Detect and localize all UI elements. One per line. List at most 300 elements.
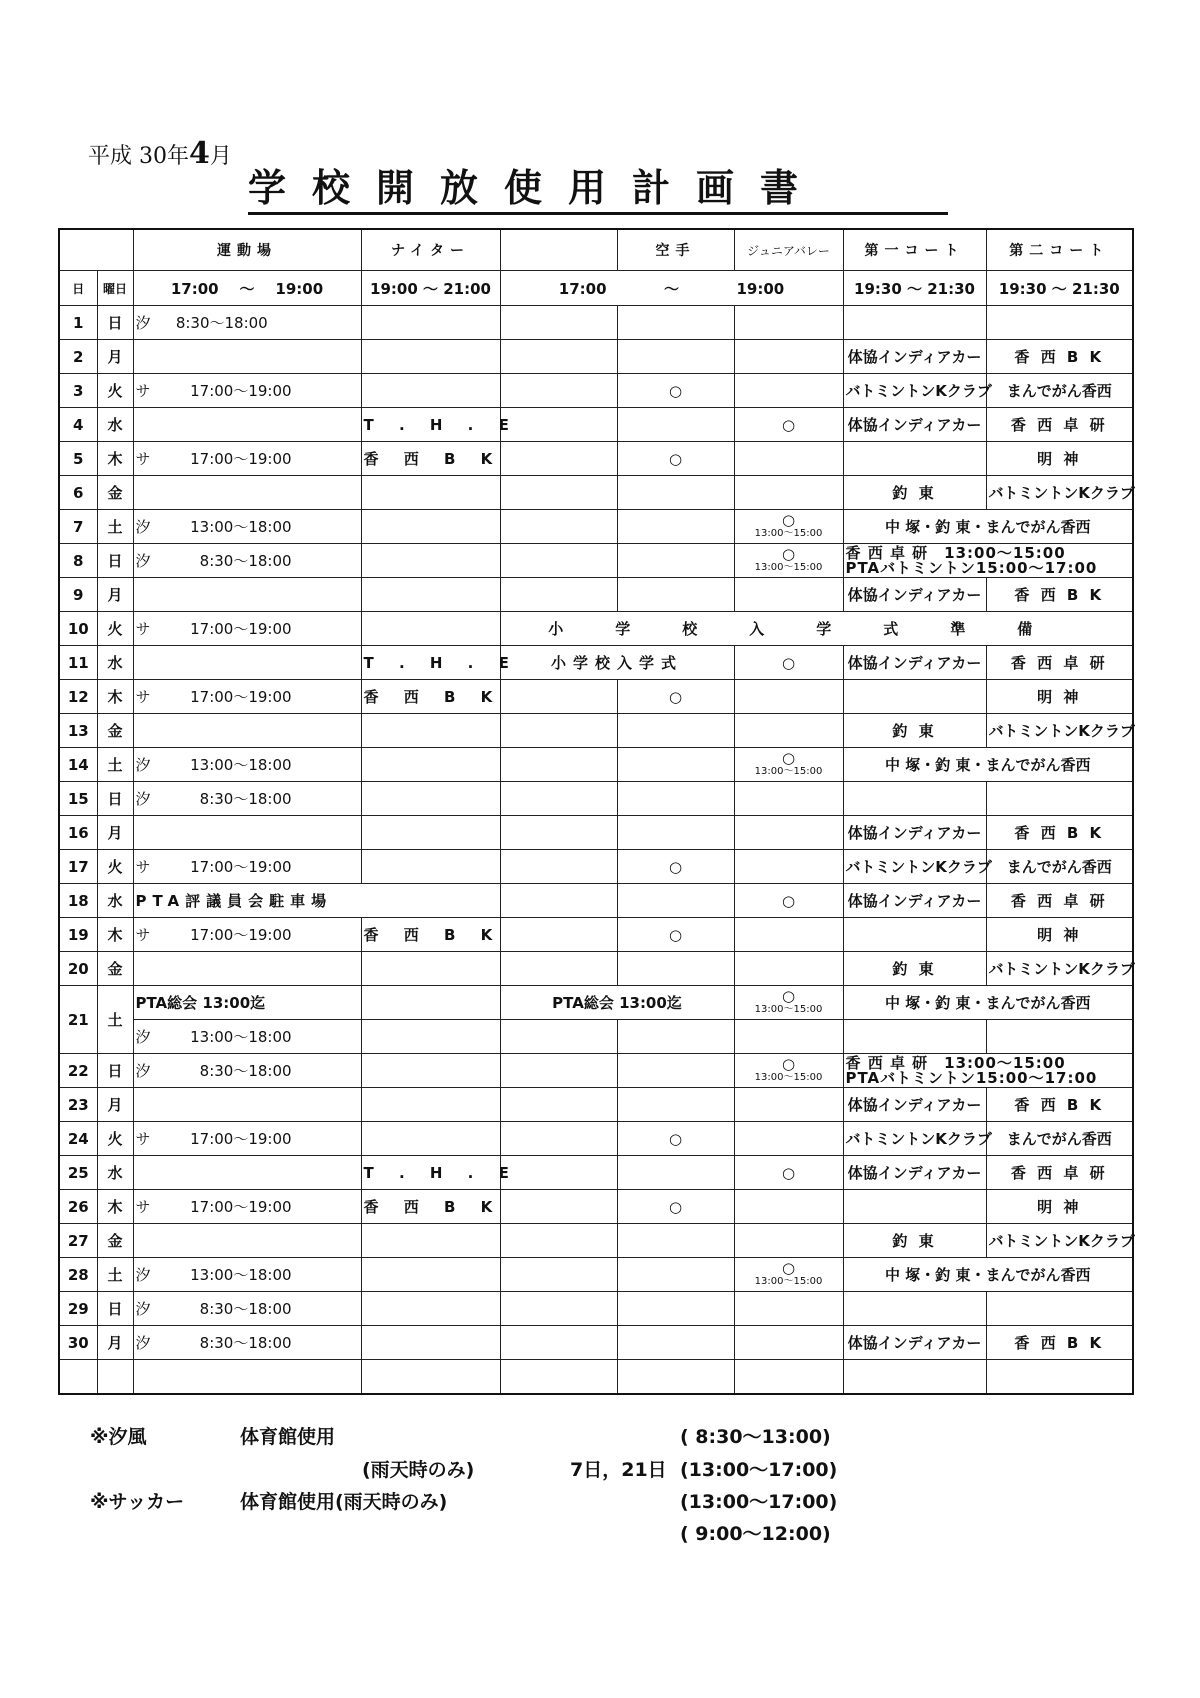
ground-cell bbox=[133, 918, 361, 952]
karate-cell bbox=[617, 1224, 734, 1258]
junior-cell: ○ bbox=[734, 646, 843, 680]
ground-cell bbox=[133, 612, 361, 646]
blank-cell bbox=[500, 1088, 617, 1122]
blank-cell bbox=[500, 850, 617, 884]
court1-cell: バトミントンKクラブ bbox=[843, 374, 986, 408]
junior-cell bbox=[734, 476, 843, 510]
court1-cell: 釣 東 bbox=[843, 476, 986, 510]
nighter-cell bbox=[361, 1360, 500, 1395]
ground-user: 汐 bbox=[135, 1334, 151, 1352]
weekday-cell: 土 bbox=[97, 510, 133, 544]
ground-cell bbox=[133, 850, 361, 884]
ground-to: 19:00 bbox=[275, 279, 324, 298]
ground-cell bbox=[133, 646, 361, 680]
ground-user: サ bbox=[135, 1198, 151, 1216]
day-cell: 11 bbox=[59, 646, 97, 680]
ground-cell bbox=[133, 408, 361, 442]
junior-cell bbox=[734, 918, 843, 952]
table-row bbox=[59, 1020, 1133, 1054]
junior-time: 13:00～15:00 bbox=[754, 765, 823, 777]
document-title: 学校開放使用計画書 bbox=[248, 166, 948, 215]
courts-cell: 中 塚・釣 東・まんでがん香西 bbox=[843, 1258, 1133, 1292]
col-junior-volley: ジュニアバレー bbox=[734, 229, 843, 271]
day-cell: 25 bbox=[59, 1156, 97, 1190]
blank-cell bbox=[500, 1054, 617, 1088]
day-cell: 28 bbox=[59, 1258, 97, 1292]
nighter-cell: 香 西 B K bbox=[361, 442, 500, 476]
ground-cell bbox=[133, 578, 361, 612]
day-cell: 2 bbox=[59, 340, 97, 374]
weekday-cell: 火 bbox=[97, 612, 133, 646]
col-nighter: ナイター bbox=[361, 229, 500, 271]
karate-cell bbox=[617, 340, 734, 374]
blank-cell bbox=[500, 340, 617, 374]
junior-cell bbox=[734, 952, 843, 986]
col-day: 日 bbox=[59, 271, 97, 306]
table-row bbox=[59, 578, 1133, 612]
day-cell: 8 bbox=[59, 544, 97, 578]
ground-cell bbox=[133, 952, 361, 986]
note-shiokaze-text: 体育館使用 bbox=[240, 1426, 336, 1448]
court1-cell bbox=[843, 306, 986, 340]
courts-line-2: PTAバトミントン15:00～17:00 bbox=[845, 558, 1098, 577]
junior-cell bbox=[734, 1292, 843, 1326]
court1-cell: 釣 東 bbox=[843, 952, 986, 986]
table-row bbox=[59, 646, 1133, 680]
court2-cell: 明 神 bbox=[986, 680, 1133, 714]
karate-cell bbox=[617, 1156, 734, 1190]
ground-cell bbox=[133, 1054, 361, 1088]
nighter-cell bbox=[361, 1258, 500, 1292]
nighter-cell bbox=[361, 850, 500, 884]
weekday-cell: 木 bbox=[97, 680, 133, 714]
junior-cell bbox=[734, 748, 843, 782]
court1-cell: 体協インディアカー bbox=[843, 408, 986, 442]
table-row bbox=[59, 408, 1133, 442]
junior-cell bbox=[734, 1054, 843, 1088]
ground-user: サ bbox=[135, 620, 151, 638]
blank-cell bbox=[500, 782, 617, 816]
junior-cell bbox=[734, 680, 843, 714]
day-cell: 21 bbox=[59, 986, 97, 1054]
ground-time: 8:30～18:00 bbox=[199, 1062, 292, 1080]
court1-cell bbox=[843, 1190, 986, 1224]
court2-cell bbox=[986, 1292, 1133, 1326]
ground-time: 8:30～18:00 bbox=[199, 790, 292, 808]
weekday-cell: 日 bbox=[97, 306, 133, 340]
junior-cell bbox=[734, 1258, 843, 1292]
junior-mark: ○ bbox=[781, 510, 796, 529]
court1-cell: 体協インディアカー bbox=[843, 646, 986, 680]
junior-cell bbox=[734, 986, 843, 1020]
day-cell: 7 bbox=[59, 510, 97, 544]
col-ground: 運動場 bbox=[133, 229, 361, 271]
court2-cell: 明 神 bbox=[986, 442, 1133, 476]
ground-cell bbox=[133, 1190, 361, 1224]
blank-cell bbox=[500, 1326, 617, 1360]
court2-cell: 香 西 卓 研 bbox=[986, 646, 1133, 680]
court1-cell: バトミントンKクラブ bbox=[843, 850, 986, 884]
note-soccer-time-2: ( 9:00～12:00) bbox=[680, 1523, 831, 1545]
day-cell: 30 bbox=[59, 1326, 97, 1360]
ground-time: 8:30～18:00 bbox=[175, 314, 268, 332]
schedule-table bbox=[58, 228, 1134, 1395]
blank-cell bbox=[500, 1020, 617, 1054]
ground-time: 17:00～19:00 bbox=[190, 450, 292, 468]
court2-cell: 香 西 卓 研 bbox=[986, 408, 1133, 442]
blank-cell bbox=[500, 510, 617, 544]
ground-cell bbox=[133, 1088, 361, 1122]
day-cell: 13 bbox=[59, 714, 97, 748]
junior-cell bbox=[734, 306, 843, 340]
weekday-cell: 月 bbox=[97, 1088, 133, 1122]
blank-cell bbox=[500, 1360, 617, 1395]
weekday-cell: 水 bbox=[97, 884, 133, 918]
ground-cell bbox=[133, 510, 361, 544]
nighter-cell: T . H . E bbox=[361, 1156, 500, 1190]
weekday-cell: 土 bbox=[97, 1258, 133, 1292]
day-cell: 15 bbox=[59, 782, 97, 816]
weekday-cell: 土 bbox=[97, 748, 133, 782]
ground-time: 17:00～19:00 bbox=[190, 382, 292, 400]
ground-cell bbox=[133, 680, 361, 714]
court1-cell bbox=[843, 782, 986, 816]
blank-cell bbox=[500, 918, 617, 952]
ground-user: サ bbox=[135, 450, 151, 468]
junior-cell bbox=[734, 442, 843, 476]
weekday-cell: 水 bbox=[97, 408, 133, 442]
note-rain-only: (雨天時のみ) bbox=[362, 1459, 475, 1481]
courts-cell bbox=[843, 1054, 1133, 1088]
ground-time: 8:30～18:00 bbox=[199, 1300, 292, 1318]
table-row bbox=[59, 680, 1133, 714]
court1-cell bbox=[843, 680, 986, 714]
court2-cell: 香 西 卓 研 bbox=[986, 884, 1133, 918]
junior-cell bbox=[734, 578, 843, 612]
nighter-cell bbox=[361, 952, 500, 986]
karate-cell: ○ bbox=[617, 918, 734, 952]
ground-user: 汐 bbox=[135, 552, 151, 570]
nighter-cell bbox=[361, 510, 500, 544]
table-row bbox=[59, 476, 1133, 510]
blank-cell bbox=[500, 816, 617, 850]
karate-cell bbox=[617, 884, 734, 918]
day-cell: 24 bbox=[59, 1122, 97, 1156]
day-cell: 26 bbox=[59, 1190, 97, 1224]
junior-cell bbox=[734, 1360, 843, 1395]
ground-time: 17:00～19:00 bbox=[190, 620, 292, 638]
karate-cell: ○ bbox=[617, 1190, 734, 1224]
nighter-cell bbox=[361, 578, 500, 612]
ground-cell bbox=[133, 340, 361, 374]
junior-cell bbox=[734, 1190, 843, 1224]
karate-cell bbox=[617, 1054, 734, 1088]
note-shiokaze-label: ※汐風 bbox=[90, 1426, 147, 1448]
weekday-cell: 金 bbox=[97, 714, 133, 748]
weekday-cell: 金 bbox=[97, 476, 133, 510]
junior-cell: ○ bbox=[734, 408, 843, 442]
courts-cell: 中 塚・釣 東・まんでがん香西 bbox=[843, 986, 1133, 1020]
junior-mark: ○ bbox=[781, 986, 796, 1005]
nighter-cell bbox=[361, 782, 500, 816]
table-row bbox=[59, 510, 1133, 544]
weekday-cell: 日 bbox=[97, 1054, 133, 1088]
nighter-cell: T . H . E bbox=[361, 408, 500, 442]
table-row bbox=[59, 1190, 1133, 1224]
ground-time: 13:00～18:00 bbox=[190, 1028, 292, 1046]
nighter-cell bbox=[361, 748, 500, 782]
court2-cell: バトミントンKクラブ bbox=[986, 714, 1133, 748]
nighter-cell bbox=[361, 306, 500, 340]
karate-cell: ○ bbox=[617, 374, 734, 408]
blank-cell bbox=[500, 748, 617, 782]
junior-time: 13:00～15:00 bbox=[754, 1275, 823, 1287]
nighter-cell bbox=[361, 1292, 500, 1326]
weekday-cell: 水 bbox=[97, 646, 133, 680]
era-year: 平成 30年 bbox=[88, 144, 189, 169]
junior-cell bbox=[734, 816, 843, 850]
weekday-cell: 日 bbox=[97, 1292, 133, 1326]
weekday-cell: 火 bbox=[97, 1122, 133, 1156]
blank-cell bbox=[500, 714, 617, 748]
court1-hours: 19:30 ～ 21:30 bbox=[843, 271, 986, 306]
table-row bbox=[59, 1326, 1133, 1360]
nighter-cell: 香 西 B K bbox=[361, 1190, 500, 1224]
ground-time: 8:30～18:00 bbox=[199, 1334, 292, 1352]
blank-cell bbox=[500, 1190, 617, 1224]
courts-line-1: 香 西 卓 研 13:00～15:00 bbox=[845, 543, 1066, 562]
day-cell: 1 bbox=[59, 306, 97, 340]
blank-cell bbox=[500, 1122, 617, 1156]
col-court-1: 第一コート bbox=[843, 229, 986, 271]
junior-cell bbox=[734, 1224, 843, 1258]
court2-cell: まんでがん香西 bbox=[986, 1122, 1133, 1156]
junior-cell bbox=[734, 1020, 843, 1054]
ground-cell bbox=[133, 782, 361, 816]
ground-cell bbox=[133, 1156, 361, 1190]
junior-time: 13:00～15:00 bbox=[754, 1003, 823, 1015]
note-days: 7日，21日 bbox=[570, 1459, 667, 1481]
karate-from: 17:00 bbox=[558, 279, 607, 298]
junior-cell bbox=[734, 340, 843, 374]
karate-sep: ～ bbox=[663, 279, 679, 298]
note-soccer-time: (13:00～17:00) bbox=[680, 1491, 838, 1513]
court2-cell: 香 西 B K bbox=[986, 578, 1133, 612]
blank-cell bbox=[500, 578, 617, 612]
karate-cell bbox=[617, 748, 734, 782]
nighter-hours: 19:00 ～ 21:00 bbox=[361, 271, 500, 306]
nighter-cell bbox=[361, 612, 500, 646]
junior-time: 13:00～15:00 bbox=[754, 527, 823, 539]
karate-cell: ○ bbox=[617, 680, 734, 714]
ground-user: 汐 bbox=[135, 1062, 151, 1080]
nighter-cell: 香 西 B K bbox=[361, 918, 500, 952]
karate-cell bbox=[617, 510, 734, 544]
blank-cell bbox=[500, 374, 617, 408]
day-cell: 18 bbox=[59, 884, 97, 918]
nighter-cell: 香 西 B K bbox=[361, 680, 500, 714]
col-blank bbox=[500, 229, 617, 271]
junior-time: 13:00～15:00 bbox=[754, 561, 823, 573]
day-cell: 14 bbox=[59, 748, 97, 782]
court1-cell: 体協インディアカー bbox=[843, 884, 986, 918]
court1-cell: 体協インディアカー bbox=[843, 340, 986, 374]
ground-time: 17:00～19:00 bbox=[190, 1130, 292, 1148]
note-shiokaze-time: ( 8:30～13:00) bbox=[680, 1426, 831, 1448]
junior-cell bbox=[734, 1122, 843, 1156]
junior-mark: ○ bbox=[781, 748, 796, 767]
karate-cell bbox=[617, 714, 734, 748]
court2-cell: 香 西 B K bbox=[986, 816, 1133, 850]
junior-cell bbox=[734, 510, 843, 544]
event-span: 小学校入学式 bbox=[500, 646, 734, 680]
court1-cell: 釣 東 bbox=[843, 1224, 986, 1258]
table-row bbox=[59, 1292, 1133, 1326]
karate-cell bbox=[617, 816, 734, 850]
day-cell: 9 bbox=[59, 578, 97, 612]
courts-cell bbox=[843, 544, 1133, 578]
junior-mark: ○ bbox=[781, 1258, 796, 1277]
month-suffix: 月 bbox=[209, 144, 232, 169]
plan-period bbox=[88, 136, 232, 171]
table-row bbox=[59, 306, 1133, 340]
nighter-cell bbox=[361, 986, 500, 1020]
karate-to: 19:00 bbox=[736, 279, 785, 298]
courts-line-1: 香 西 卓 研 13:00～15:00 bbox=[845, 1053, 1066, 1072]
blank-cell bbox=[500, 952, 617, 986]
nighter-cell bbox=[361, 1088, 500, 1122]
court2-cell: バトミントンKクラブ bbox=[986, 952, 1133, 986]
day-cell: 4 bbox=[59, 408, 97, 442]
court2-cell bbox=[986, 782, 1133, 816]
day-cell: 17 bbox=[59, 850, 97, 884]
nighter-cell bbox=[361, 374, 500, 408]
weekday-cell: 金 bbox=[97, 952, 133, 986]
karate-cell bbox=[617, 1020, 734, 1054]
ground-cell bbox=[133, 1224, 361, 1258]
court2-cell: バトミントンKクラブ bbox=[986, 476, 1133, 510]
nighter-cell bbox=[361, 340, 500, 374]
table-row bbox=[59, 748, 1133, 782]
ground-cell bbox=[133, 1020, 361, 1054]
table-row bbox=[59, 952, 1133, 986]
nighter-cell: T . H . E bbox=[361, 646, 500, 680]
ground-time: 13:00～18:00 bbox=[190, 756, 292, 774]
karate-cell bbox=[617, 306, 734, 340]
weekday-cell: 金 bbox=[97, 1224, 133, 1258]
ground-cell bbox=[133, 476, 361, 510]
table-row bbox=[59, 1054, 1133, 1088]
karate-cell bbox=[617, 1292, 734, 1326]
table-row bbox=[59, 884, 1133, 918]
court2-cell bbox=[986, 1360, 1133, 1395]
blank-cell bbox=[500, 1258, 617, 1292]
table-row bbox=[59, 850, 1133, 884]
day-cell: 27 bbox=[59, 1224, 97, 1258]
table-row bbox=[59, 782, 1133, 816]
court2-cell: 明 神 bbox=[986, 1190, 1133, 1224]
karate-cell bbox=[617, 544, 734, 578]
table-row bbox=[59, 714, 1133, 748]
weekday-cell: 木 bbox=[97, 442, 133, 476]
ground-user: 汐 bbox=[135, 790, 151, 808]
junior-mark: ○ bbox=[781, 544, 796, 563]
junior-cell bbox=[734, 1088, 843, 1122]
blank-cell bbox=[500, 680, 617, 714]
ground-user: 汐 bbox=[135, 1266, 151, 1284]
court1-cell: バトミントンKクラブ bbox=[843, 1122, 986, 1156]
weekday-cell: 日 bbox=[97, 782, 133, 816]
day-cell: 22 bbox=[59, 1054, 97, 1088]
junior-mark: ○ bbox=[781, 1054, 796, 1073]
note-days-time: (13:00～17:00) bbox=[680, 1459, 838, 1481]
karate-cell: ○ bbox=[617, 1122, 734, 1156]
ground-user: 汐 bbox=[135, 1300, 151, 1318]
table-row bbox=[59, 986, 1133, 1020]
day-cell: 16 bbox=[59, 816, 97, 850]
junior-cell bbox=[734, 714, 843, 748]
blank-cell bbox=[500, 1292, 617, 1326]
court1-cell bbox=[843, 442, 986, 476]
weekday-cell: 月 bbox=[97, 578, 133, 612]
ground-cell bbox=[133, 1326, 361, 1360]
ground-user: サ bbox=[135, 1130, 151, 1148]
ground-user: 汐 bbox=[135, 518, 151, 536]
court2-cell: まんでがん香西 bbox=[986, 850, 1133, 884]
day-cell: 23 bbox=[59, 1088, 97, 1122]
junior-cell bbox=[734, 374, 843, 408]
nighter-cell bbox=[361, 544, 500, 578]
junior-time: 13:00～15:00 bbox=[754, 1071, 823, 1083]
weekday-cell: 木 bbox=[97, 1190, 133, 1224]
col-dow: 曜日 bbox=[97, 271, 133, 306]
table-row bbox=[59, 918, 1133, 952]
court1-cell bbox=[843, 1292, 986, 1326]
day-cell: 3 bbox=[59, 374, 97, 408]
table-row bbox=[59, 374, 1133, 408]
junior-cell: ○ bbox=[734, 884, 843, 918]
court1-cell bbox=[843, 918, 986, 952]
day-cell: 10 bbox=[59, 612, 97, 646]
ground-cell bbox=[133, 1122, 361, 1156]
note-soccer-label: ※サッカー bbox=[90, 1491, 185, 1513]
table-row bbox=[59, 1156, 1133, 1190]
corner-cell bbox=[59, 229, 133, 271]
court2-cell: 香 西 B K bbox=[986, 1088, 1133, 1122]
court1-cell: 釣 東 bbox=[843, 714, 986, 748]
ground-cell bbox=[133, 374, 361, 408]
karate-cell: ○ bbox=[617, 850, 734, 884]
ground-cell bbox=[133, 1292, 361, 1326]
courts-line-2: PTAバトミントン15:00～17:00 bbox=[845, 1068, 1098, 1087]
court2-cell bbox=[986, 306, 1133, 340]
karate-cell bbox=[617, 1258, 734, 1292]
table-row bbox=[59, 442, 1133, 476]
ground-hours bbox=[133, 271, 361, 306]
ground-cell bbox=[133, 714, 361, 748]
karate-cell bbox=[617, 578, 734, 612]
col-court-2: 第二コート bbox=[986, 229, 1133, 271]
weekday-cell: 火 bbox=[97, 850, 133, 884]
ground-time: 8:30～18:00 bbox=[199, 552, 292, 570]
ground-user: サ bbox=[135, 926, 151, 944]
junior-cell bbox=[734, 782, 843, 816]
ground-user: 汐 bbox=[135, 314, 151, 332]
nighter-cell bbox=[361, 1122, 500, 1156]
table-row bbox=[59, 544, 1133, 578]
weekday-cell: 月 bbox=[97, 340, 133, 374]
karate-cell bbox=[617, 782, 734, 816]
